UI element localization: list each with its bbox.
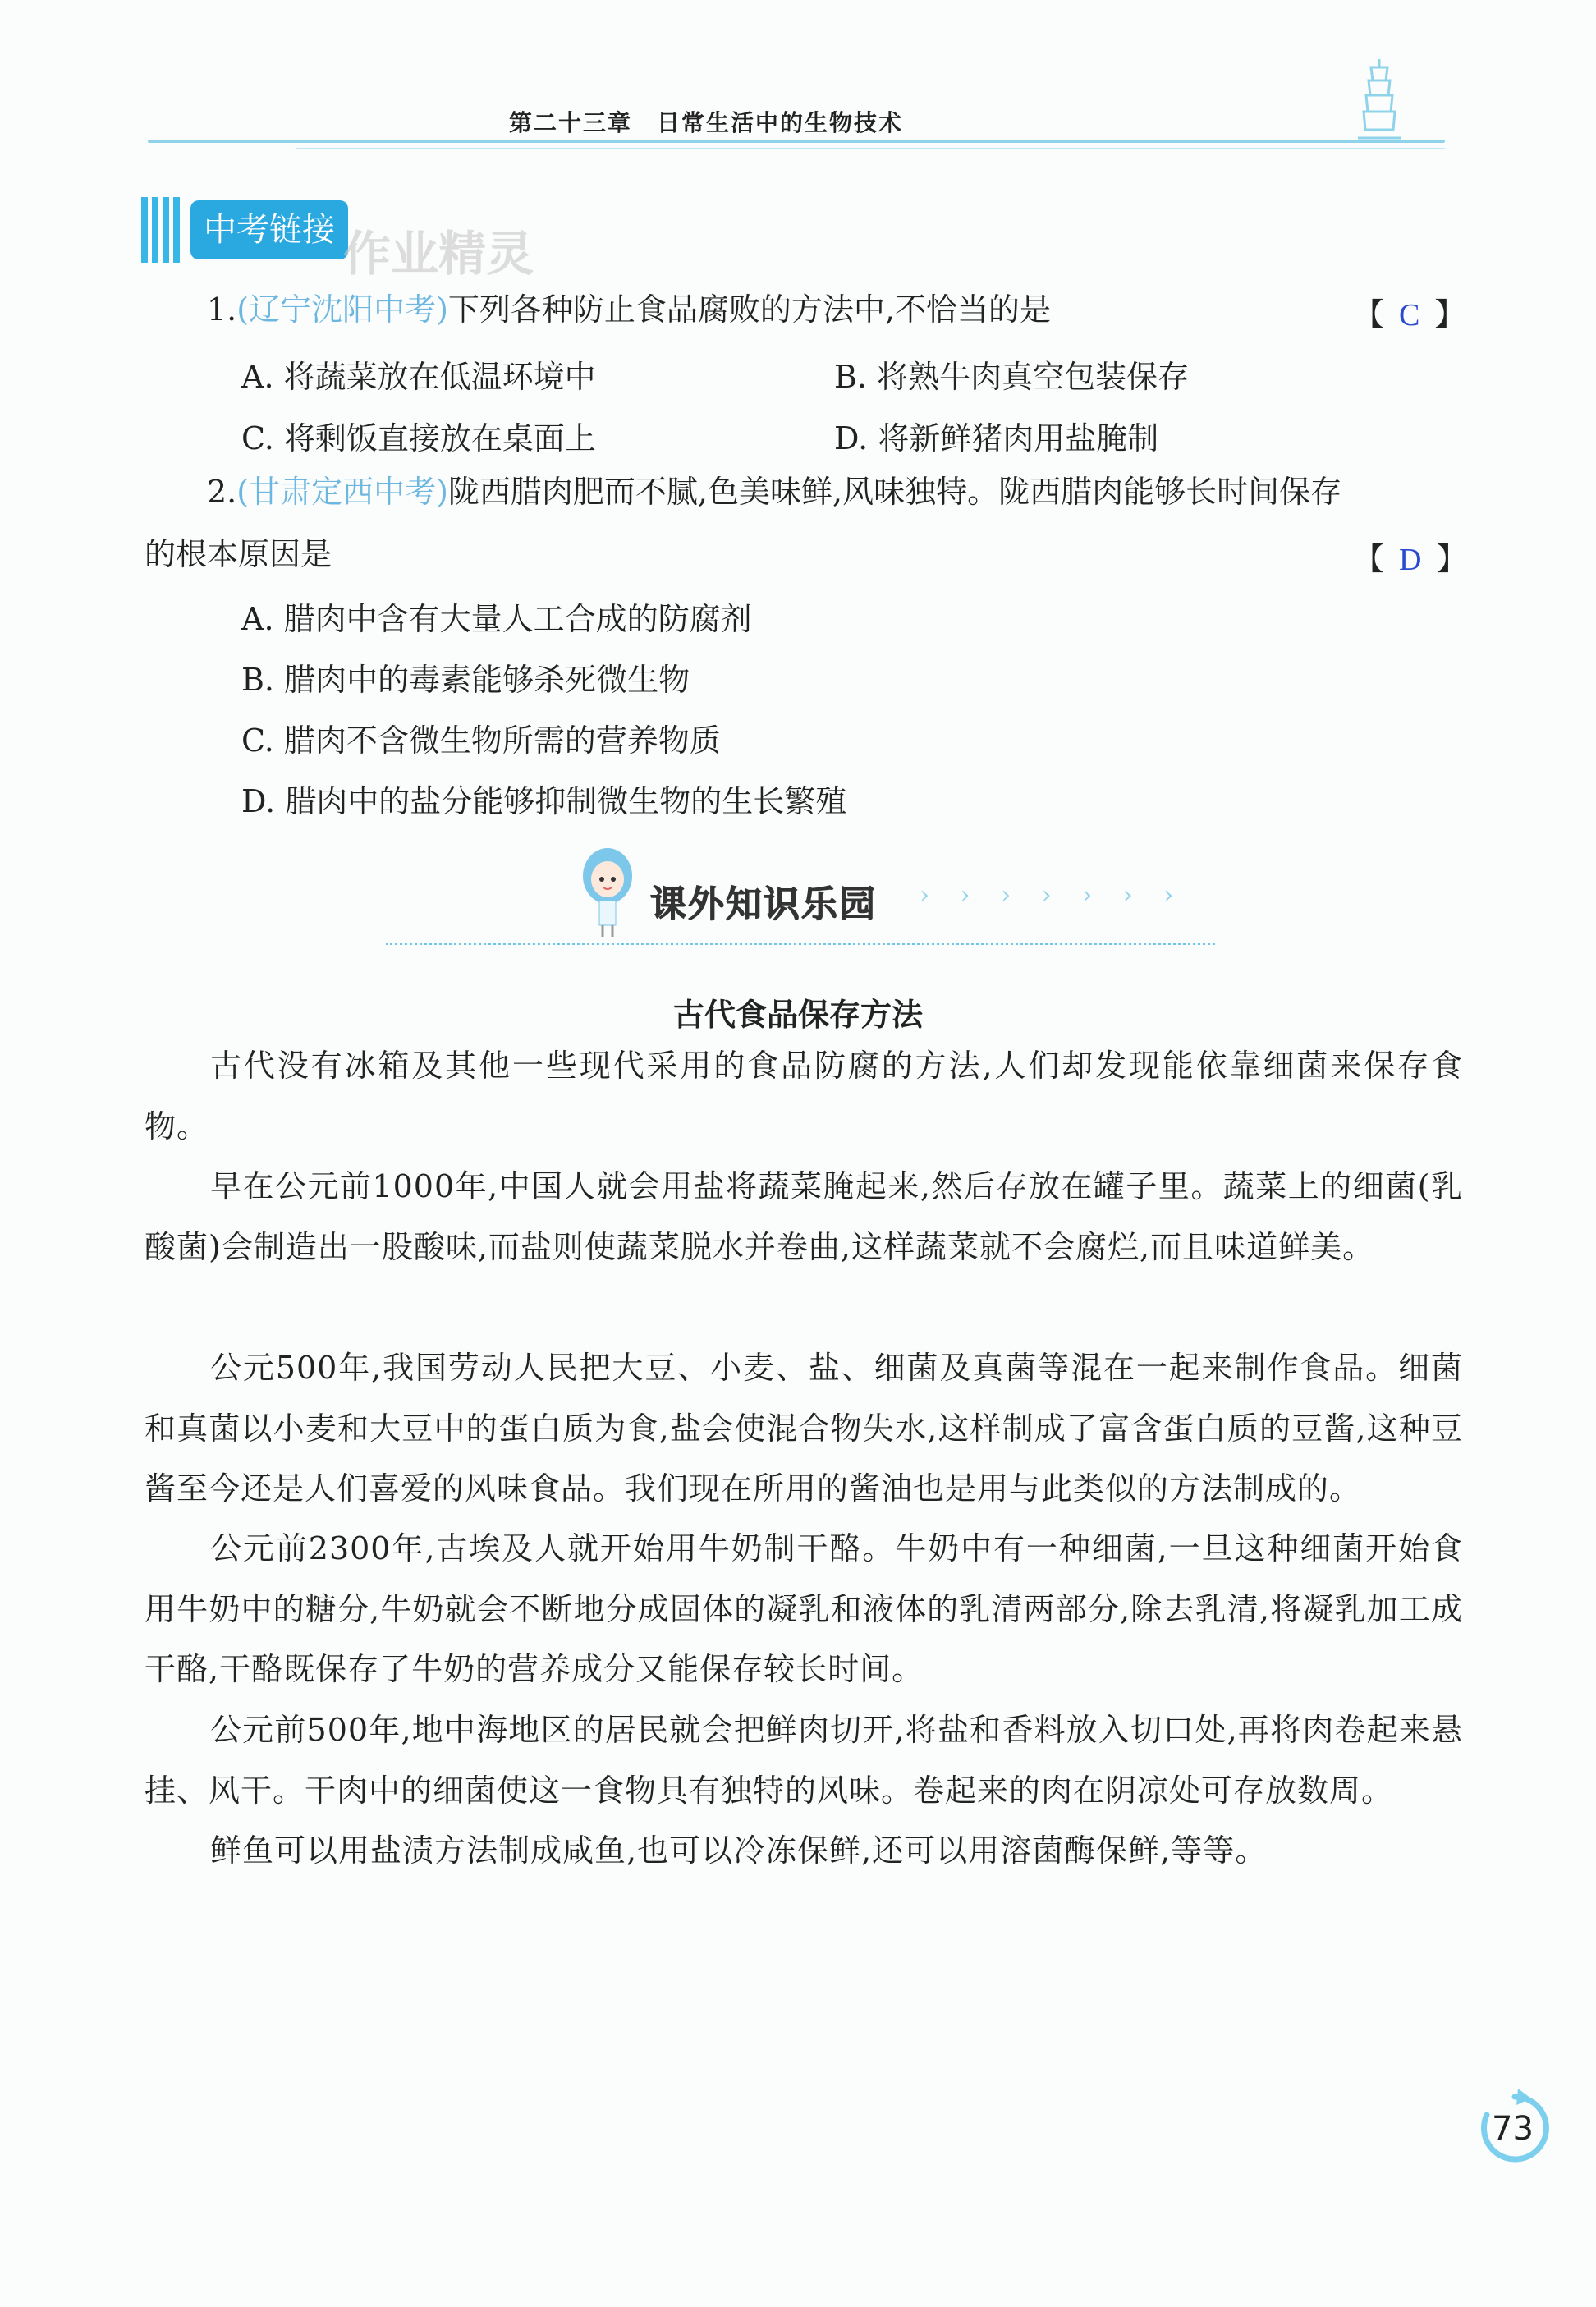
knowledge-banner: [575, 842, 1199, 948]
girl-mascot-icon: [575, 842, 640, 940]
option: D. 将新鲜猪肉用盐腌制: [834, 420, 1159, 456]
article-paragraph: 公元前2300年,古埃及人就开始用牛奶制干酪。牛奶中有一种细菌,一旦这种细菌开始食用牛奶中的糖分,牛奶就会不断地分成固体的凝乳和液体的乳清两部分,除去乳清,将凝乳加工成干酪,干酪既保存了牛奶的营养成分又能保存较长时间。: [144, 1530, 1463, 1687]
question-1-source: (辽宁沈阳中考): [236, 291, 448, 328]
pagoda-icon: [1355, 56, 1404, 146]
banner-title: 课外知识乐园: [650, 883, 877, 925]
question-2-answer: [1353, 534, 1467, 579]
question-2-stem: 陇西腊肉肥而不腻,色美味鲜,风味独特。陇西腊肉能够长时间保存: [447, 474, 1342, 510]
page-number-badge: [1474, 2087, 1556, 2169]
question-2-stem-continued: 的根本原因是: [144, 536, 332, 572]
header-rule-secondary: [296, 148, 1445, 149]
page-number: 73: [1492, 2110, 1534, 2148]
header-rule: [148, 140, 1445, 143]
option: C. 腊肉不含微生物所需的营养物质: [241, 722, 721, 759]
question-1-number: 1.: [207, 291, 237, 328]
question-2-source: (甘肃定西中考): [236, 474, 448, 510]
article-title: 古代食品保存方法: [672, 997, 923, 1033]
answer-letter: D: [1399, 543, 1422, 577]
watermark: 作业精灵: [343, 226, 534, 282]
article-paragraph: 公元前500年,地中海地区的居民就会把鲜肉切开,将盐和香料放入切口处,再将肉卷起来悬挂、风干。干肉中的细菌使这一食物具有独特的风味。卷起来的肉在阴凉处可存放数周。: [144, 1712, 1463, 1809]
bracket-close: 】: [1436, 541, 1468, 577]
question-1: [207, 289, 1051, 330]
answer-letter: C: [1399, 298, 1420, 333]
dotted-divider: [386, 943, 1215, 945]
article-paragraph: 公元500年,我国劳动人民把大豆、小麦、盐、细菌及真菌等混在一起来制作食品。细菌和真菌以小麦和大豆中的蛋白质为食,盐会使混合物失水,这样制成了富含蛋白质的豆酱,这种豆酱至今还是人们喜爱的风味食品。我们现在所用的酱油也是用与此类似的方法制成的。: [144, 1350, 1463, 1507]
section-tag: [141, 197, 363, 268]
option: B. 腊肉中的毒素能够杀死微生物: [241, 662, 690, 698]
article-paragraph: 早在公元前1000年,中国人就会用盐将蔬菜腌起来,然后存放在罐子里。蔬菜上的细菌(乳酸菌)会制造出一股酸味,而盐则使蔬菜脱水并卷曲,这样蔬菜就不会腐烂,而且味道鲜美。: [144, 1168, 1463, 1265]
option: A. 腊肉中含有大量人工合成的防腐剂: [241, 601, 752, 637]
article-paragraph: 鲜鱼可以用盐渍方法制成咸鱼,也可以冷冻保鲜,还可以用溶菌酶保鲜,等等。: [210, 1832, 1268, 1869]
bracket-open: 【: [1353, 296, 1385, 333]
section-tag-label: 中考链接: [190, 200, 348, 259]
option: C. 将剩饭直接放在桌面上: [241, 420, 596, 456]
question-2-number: 2.: [207, 474, 237, 510]
bracket-open: 【: [1353, 541, 1385, 577]
question-1-answer: [1353, 289, 1465, 334]
article-paragraph: 古代没有冰箱及其他一些现代采用的食品防腐的方法,人们却发现能依靠细菌来保存食物。: [144, 1048, 1463, 1144]
option: B. 将熟牛肉真空包装保存: [834, 359, 1190, 395]
banner-arrows-decoration: › › › › › › ›: [920, 881, 1186, 910]
question-2: [207, 471, 1341, 512]
chapter-title: 第二十三章 日常生活中的生物技术: [509, 109, 904, 136]
bracket-close: 】: [1434, 296, 1466, 333]
option: D. 腊肉中的盐分能够抑制微生物的生长繁殖: [241, 783, 847, 819]
option: A. 将蔬菜放在低温环境中: [241, 359, 596, 395]
question-1-stem: 下列各种防止食品腐败的方法中,不恰当的是: [447, 291, 1052, 328]
